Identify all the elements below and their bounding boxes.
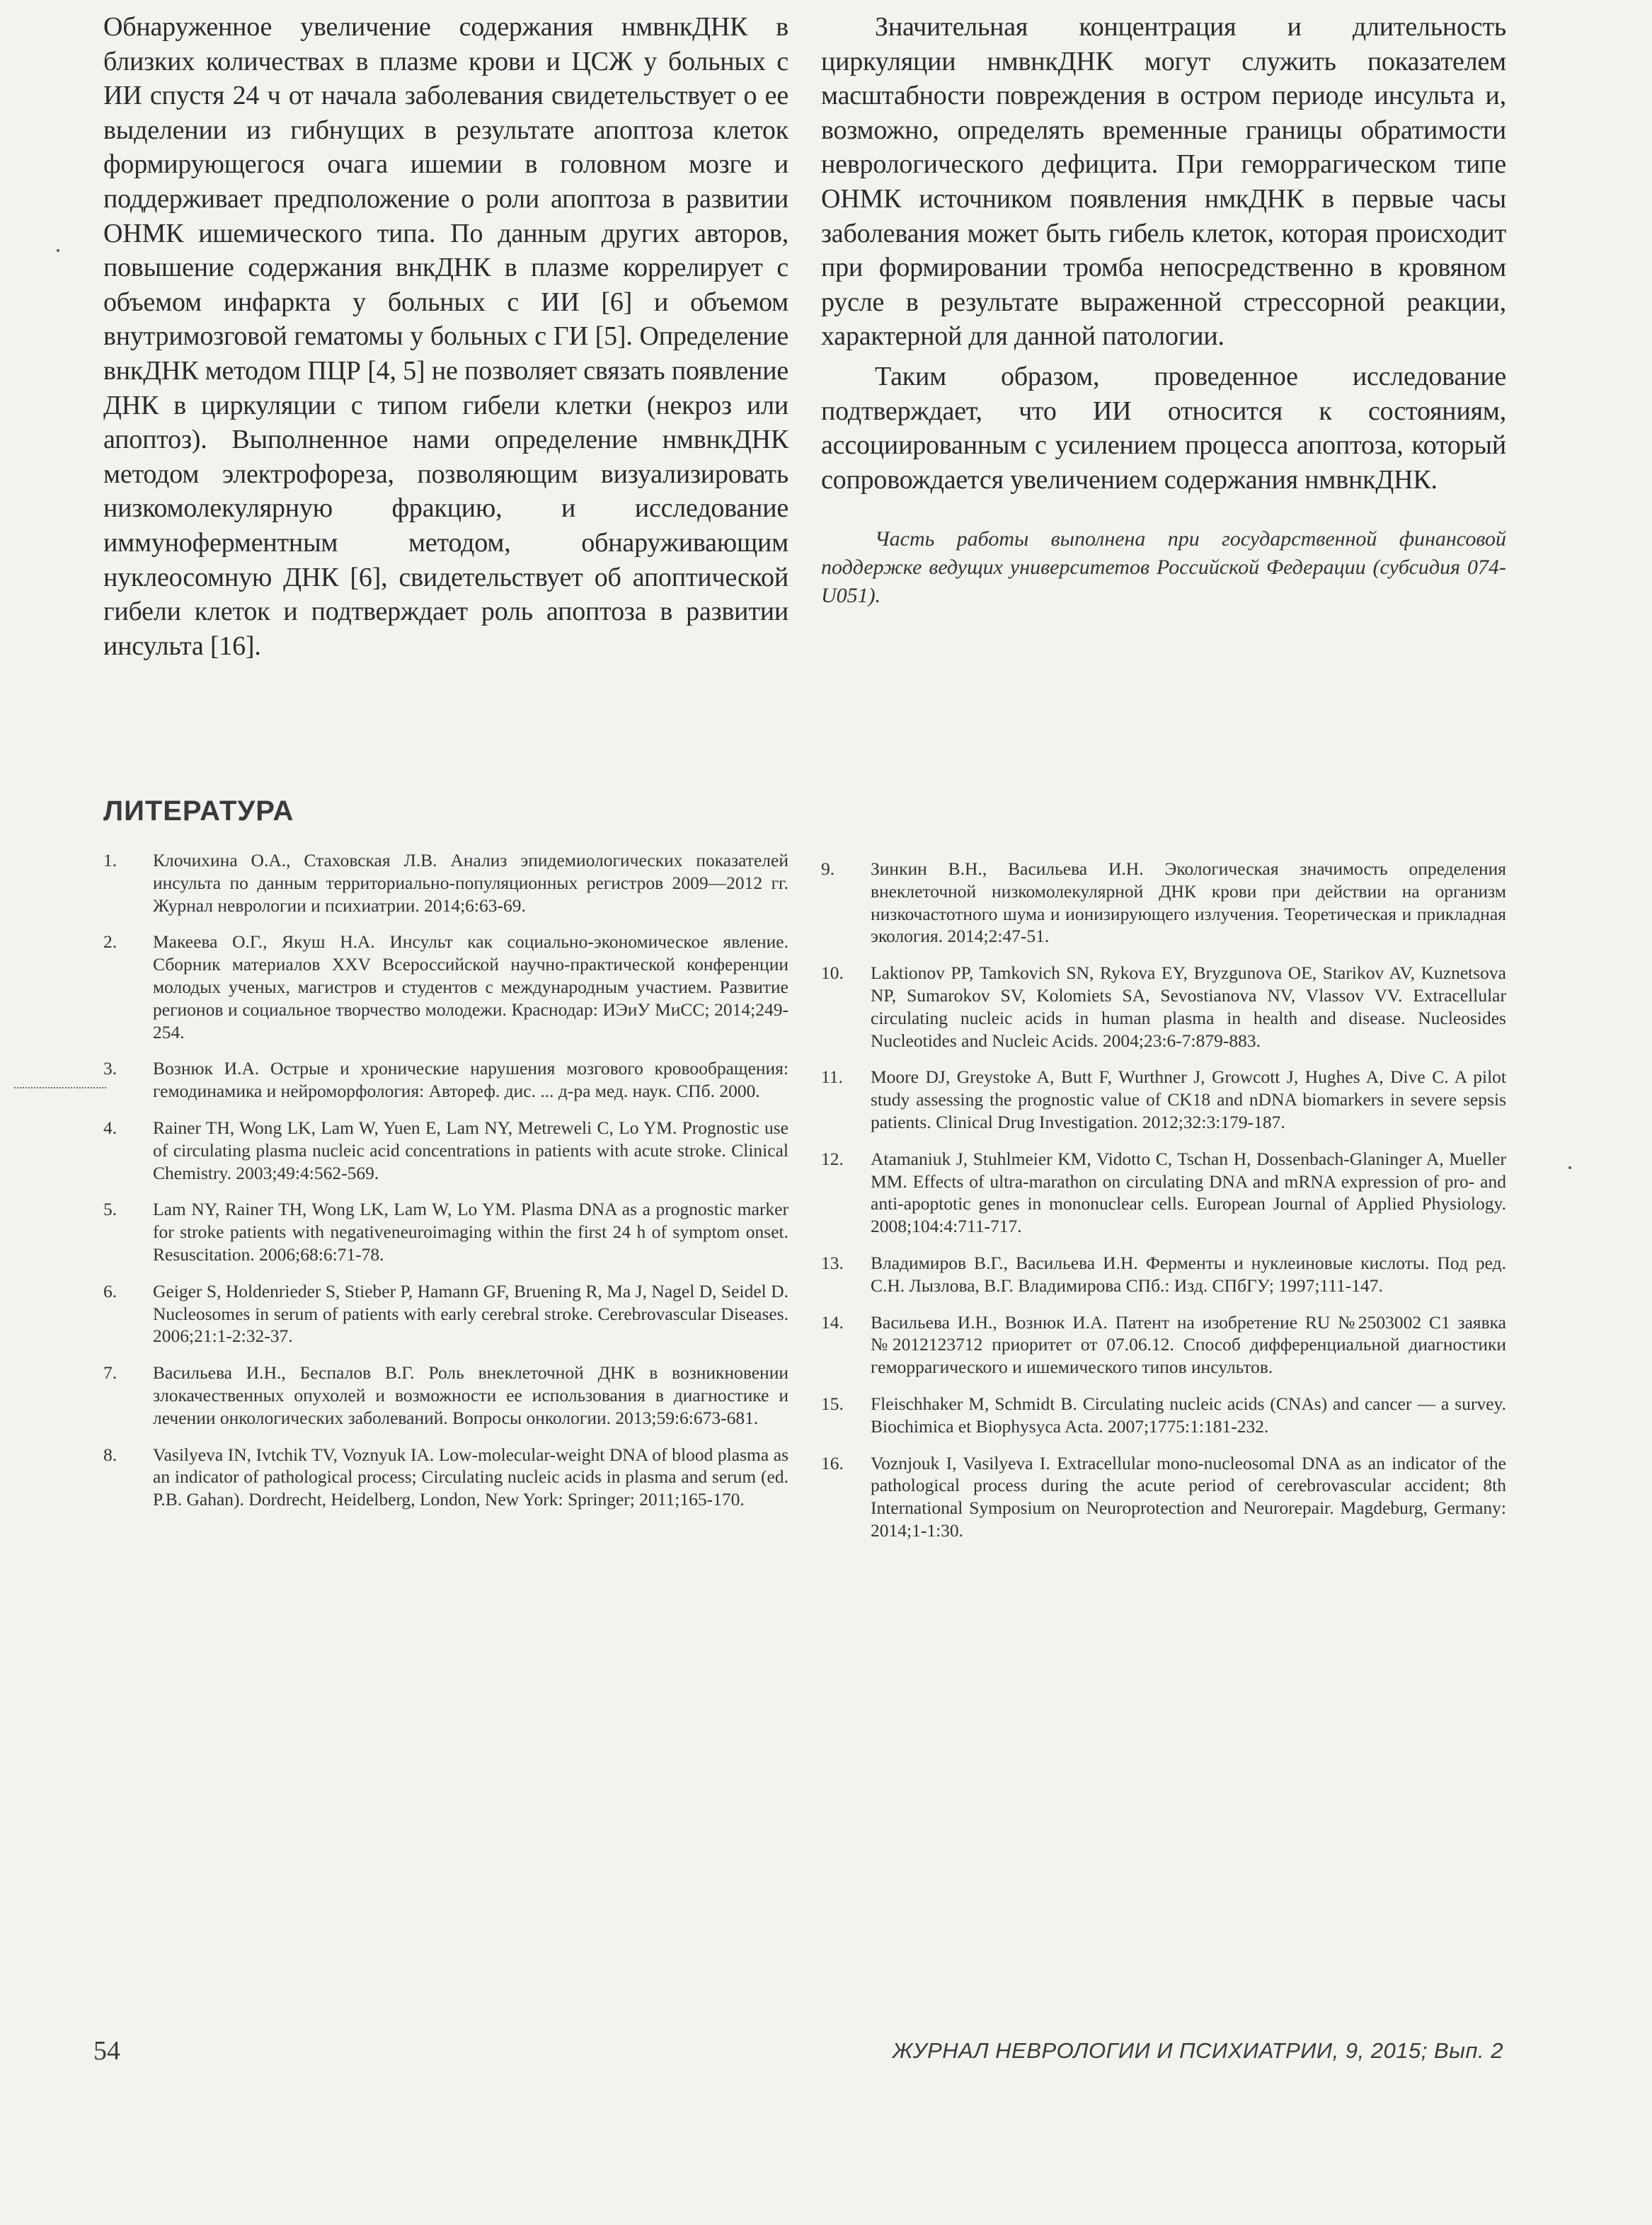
reference-item	[103, 1198, 788, 1265]
reference-number: 1.	[103, 850, 117, 870]
reference-text: Васильева И.Н., Беспалов В.Г. Роль внеклеточной ДНК в возникновении злокачественных опухолей и возможности ее использования в диагностике и лечении онкологических заболеваний. Вопросы онкологии. 2013;59:6:673-681.	[153, 1362, 788, 1428]
reference-text: Владимиров В.Г., Васильева И.Н. Ферменты и нуклеиновые кислоты. Под ред. С.Н. Лызлова, В.Г. Владимирова СПб.: Изд. СПбГУ; 1997;111-147.	[871, 1252, 1506, 1296]
reference-number: 3.	[103, 1058, 117, 1079]
body-paragraph: Обнаруженное увеличение содержания нмвнкДНК в близких количествах в плазме крови и ЦСЖ у больных с ИИ спустя 24 ч от начала заболевания свидетельствует о ее выделении из гибнущих в результате апоптоза клеток формирующегося очага ишемии в головном мозге и поддерживает предположение о роли апоптоза в развитии ОНМК ишемического типа. По данным других авторов, повышение содержания внкДНК в плазме коррелирует с объемом инфаркта у больных с ИИ [6] и объемом внутримозговой гематомы у больных с ГИ [5]. Определение внкДНК методом ПЦР [4, 5] не позволяет связать появление ДНК в циркуляции с типом гибели клетки (некроз или апоптоз). Выполненное нами определение нмвнкДНК методом электрофореза, позволяющим визуализировать низкомолекулярную фракцию, и исследование иммуноферментным методом, обнаруживающим нуклеосомную ДНК [6], свидетельствует об апоптической гибели клеток и подтверждает роль апоптоза в развитии инсульта [16].	[103, 12, 788, 661]
reference-item	[821, 858, 1506, 948]
reference-text: Клочихина О.А., Стаховская Л.В. Анализ эпидемиологических показателей инсульта по данным территориально-популяционных регистров 2009—2012 гг. Журнал неврологии и психиатрии. 2014;6:63-69.	[153, 850, 788, 916]
references-list-left	[103, 849, 788, 1525]
reference-text: Atamaniuk J, Stuhlmeier KM, Vidotto C, Tschan H, Dossenbach-Glaninger A, Mueller MM. Effects of ultra-marathon on circulating DNA and mRNA expression of pro- and anti-apoptotic genes in mononuclear cells. European Journal of Applied Physiology. 2008;104:4:711-717.	[871, 1148, 1506, 1237]
reference-item	[821, 962, 1506, 1052]
reference-number: 14.	[821, 1311, 844, 1333]
funding-acknowledgement: Часть работы выполнена при государственной финансовой поддержке ведущих университетов Российской Федерации (субсидия 074-U051).	[821, 527, 1506, 608]
reference-text: Зинкин В.Н., Васильева И.Н. Экологическая значимость определения внеклеточной низкомолекулярной ДНК крови при действии на организм низкочастотного шума и ионизирующего излучения. Теоретическая и прикладная экология. 2014;2:47-51.	[871, 858, 1506, 947]
reference-text: Васильева И.Н., Вознюк И.А. Патент на изобретение RU №2503002 C1 заявка №2012123712 приоритет от 07.06.12. Способ дифференциальной диагностики геморрагического и ишемического типов инсультов.	[871, 1311, 1506, 1378]
reference-item	[103, 1362, 788, 1429]
reference-number: 7.	[103, 1362, 117, 1384]
reference-item	[821, 1066, 1506, 1133]
reference-number: 15.	[821, 1393, 844, 1414]
reference-item	[821, 1148, 1506, 1238]
reference-text: Laktionov PP, Tamkovich SN, Rykova EY, Bryzgunova OE, Starikov AV, Kuznetsova NP, Sumarokov SV, Kolomiets SA, Sevostianova NV, Vlassov VV. Extracellular circulating nucleic acids in human plasma in health and disease. Nucleosides Nucleotides and Nucleic Acids. 2004;23:6-7:879-883.	[871, 962, 1506, 1051]
reference-number: 2.	[103, 931, 117, 953]
page-number: 54	[93, 2036, 120, 2066]
reference-text: Moore DJ, Greystoke A, Butt F, Wurthner J, Growcott J, Hughes A, Dive C. A pilot study assessing the prognostic value of CK18 and nDNA biomarkers in severe sepsis patients. Clinical Drug Investigation. 2012;32:3:179-187.	[871, 1066, 1506, 1132]
pencil-strike-mark	[14, 1087, 106, 1088]
scan-speck	[57, 249, 59, 252]
reference-text: Lam NY, Rainer TH, Wong LK, Lam W, Lo YM. Plasma DNA as a prognostic marker for stroke patients with negativeneuroimaging within the first 24 h of symptom onset. Resuscitation. 2006;68:6:71-78.	[153, 1199, 788, 1265]
reference-item	[103, 1280, 788, 1347]
reference-item	[821, 1252, 1506, 1297]
reference-item	[103, 931, 788, 1043]
reference-number: 11.	[821, 1066, 843, 1088]
reference-text: Макеева О.Г., Якуш Н.А. Инсульт как социально-экономическое явление. Сборник материалов XXV Всероссийской научно-практической конференции молодых ученых, магистров и студентов с международным участием. Развитие регионов и социальное творчество молодежи. Краснодар: ИЭиУ МиСС; 2014;249-254.	[153, 931, 788, 1042]
reference-number: 9.	[821, 858, 835, 879]
body-paragraph: Значительная концентрация и длительность циркуляции нмвнкДНК могут служить показателем масштабности повреждения в остром периоде инсульта и, возможно, определять временные границы обратимости неврологического дефицита. При геморрагическом типе ОНМК источником появления нмкДНК в первые часы заболевания может быть гибель клеток, которая происходит при формировании тромба непосредственно в кровяном русле в результате выраженной стрессорной реакции, характерной для данной патологии.	[821, 12, 1506, 352]
reference-text: Voznjouk I, Vasilyeva I. Extracellular mono-nucleosomal DNA as an indicator of the pathological process during the acute period of cerebrovascular accident; 8th International Symposium on Neuroprotection and Neurorepair. Magdeburg, Germany: 2014;1-1:30.	[871, 1452, 1506, 1541]
scan-speck	[1568, 1166, 1571, 1169]
reference-item	[103, 1444, 788, 1511]
reference-item	[821, 1452, 1506, 1542]
references-heading: ЛИТЕРАТУРА	[103, 795, 294, 827]
reference-number: 8.	[103, 1444, 117, 1465]
right-text-column	[821, 10, 1506, 631]
reference-item	[821, 1393, 1506, 1438]
references-list-right	[821, 858, 1506, 1556]
reference-item	[821, 1311, 1506, 1379]
reference-text: Вознюк И.А. Острые и хронические нарушения мозгового кровообращения: гемодинамика и нейроморфология: Автореф. дис. ... д-ра мед. наук. СПб. 2000.	[153, 1058, 788, 1102]
reference-item	[103, 1117, 788, 1184]
reference-number: 13.	[821, 1252, 844, 1273]
reference-number: 10.	[821, 962, 844, 984]
reference-item	[103, 849, 788, 916]
reference-text: Rainer TH, Wong LK, Lam W, Yuen E, Lam NY, Metreweli C, Lo YM. Prognostic use of circulating plasma nucleic acid concentrations in patients with acute stroke. Clinical Chemistry. 2003;49:4:562-569.	[153, 1117, 788, 1183]
reference-number: 12.	[821, 1148, 844, 1169]
reference-item	[103, 1057, 788, 1103]
reference-number: 5.	[103, 1199, 117, 1220]
reference-text: Vasilyeva IN, Ivtchik TV, Voznyuk IA. Low-molecular-weight DNA of blood plasma as an indicator of pathological process; Circulating nucleic acids in plasma and serum (ed. P.B. Gahan). Dordrecht, Heidelberg, London, New York: Springer; 2011;165-170.	[153, 1444, 788, 1510]
conclusion-paragraph: Таким образом, проведенное исследование подтверждает, что ИИ относится к состояниям, ассоциированным с усилением процесса апоптоза, который сопровождается увеличением содержания нмвнкДНК.	[821, 361, 1506, 495]
journal-running-footer: ЖУРНАЛ НЕВРОЛОГИИ И ПСИХИАТРИИ, 9, 2015; Вып. 2	[892, 2038, 1503, 2063]
left-text-column	[103, 10, 788, 663]
reference-text: Geiger S, Holdenrieder S, Stieber P, Hamann GF, Bruening R, Ma J, Nagel D, Seidel D. Nucleosomes in serum of patients with early cerebral stroke. Cerebrovascular Diseases. 2006;21:1-2:32-37.	[153, 1280, 788, 1347]
reference-number: 16.	[821, 1452, 844, 1473]
reference-text: Fleischhaker M, Schmidt B. Circulating nucleic acids (CNAs) and cancer — a survey. Biochimica et Biophysyca Acta. 2007;1775:1:181-232.	[871, 1393, 1506, 1437]
reference-number: 4.	[103, 1117, 117, 1138]
reference-number: 6.	[103, 1280, 117, 1301]
